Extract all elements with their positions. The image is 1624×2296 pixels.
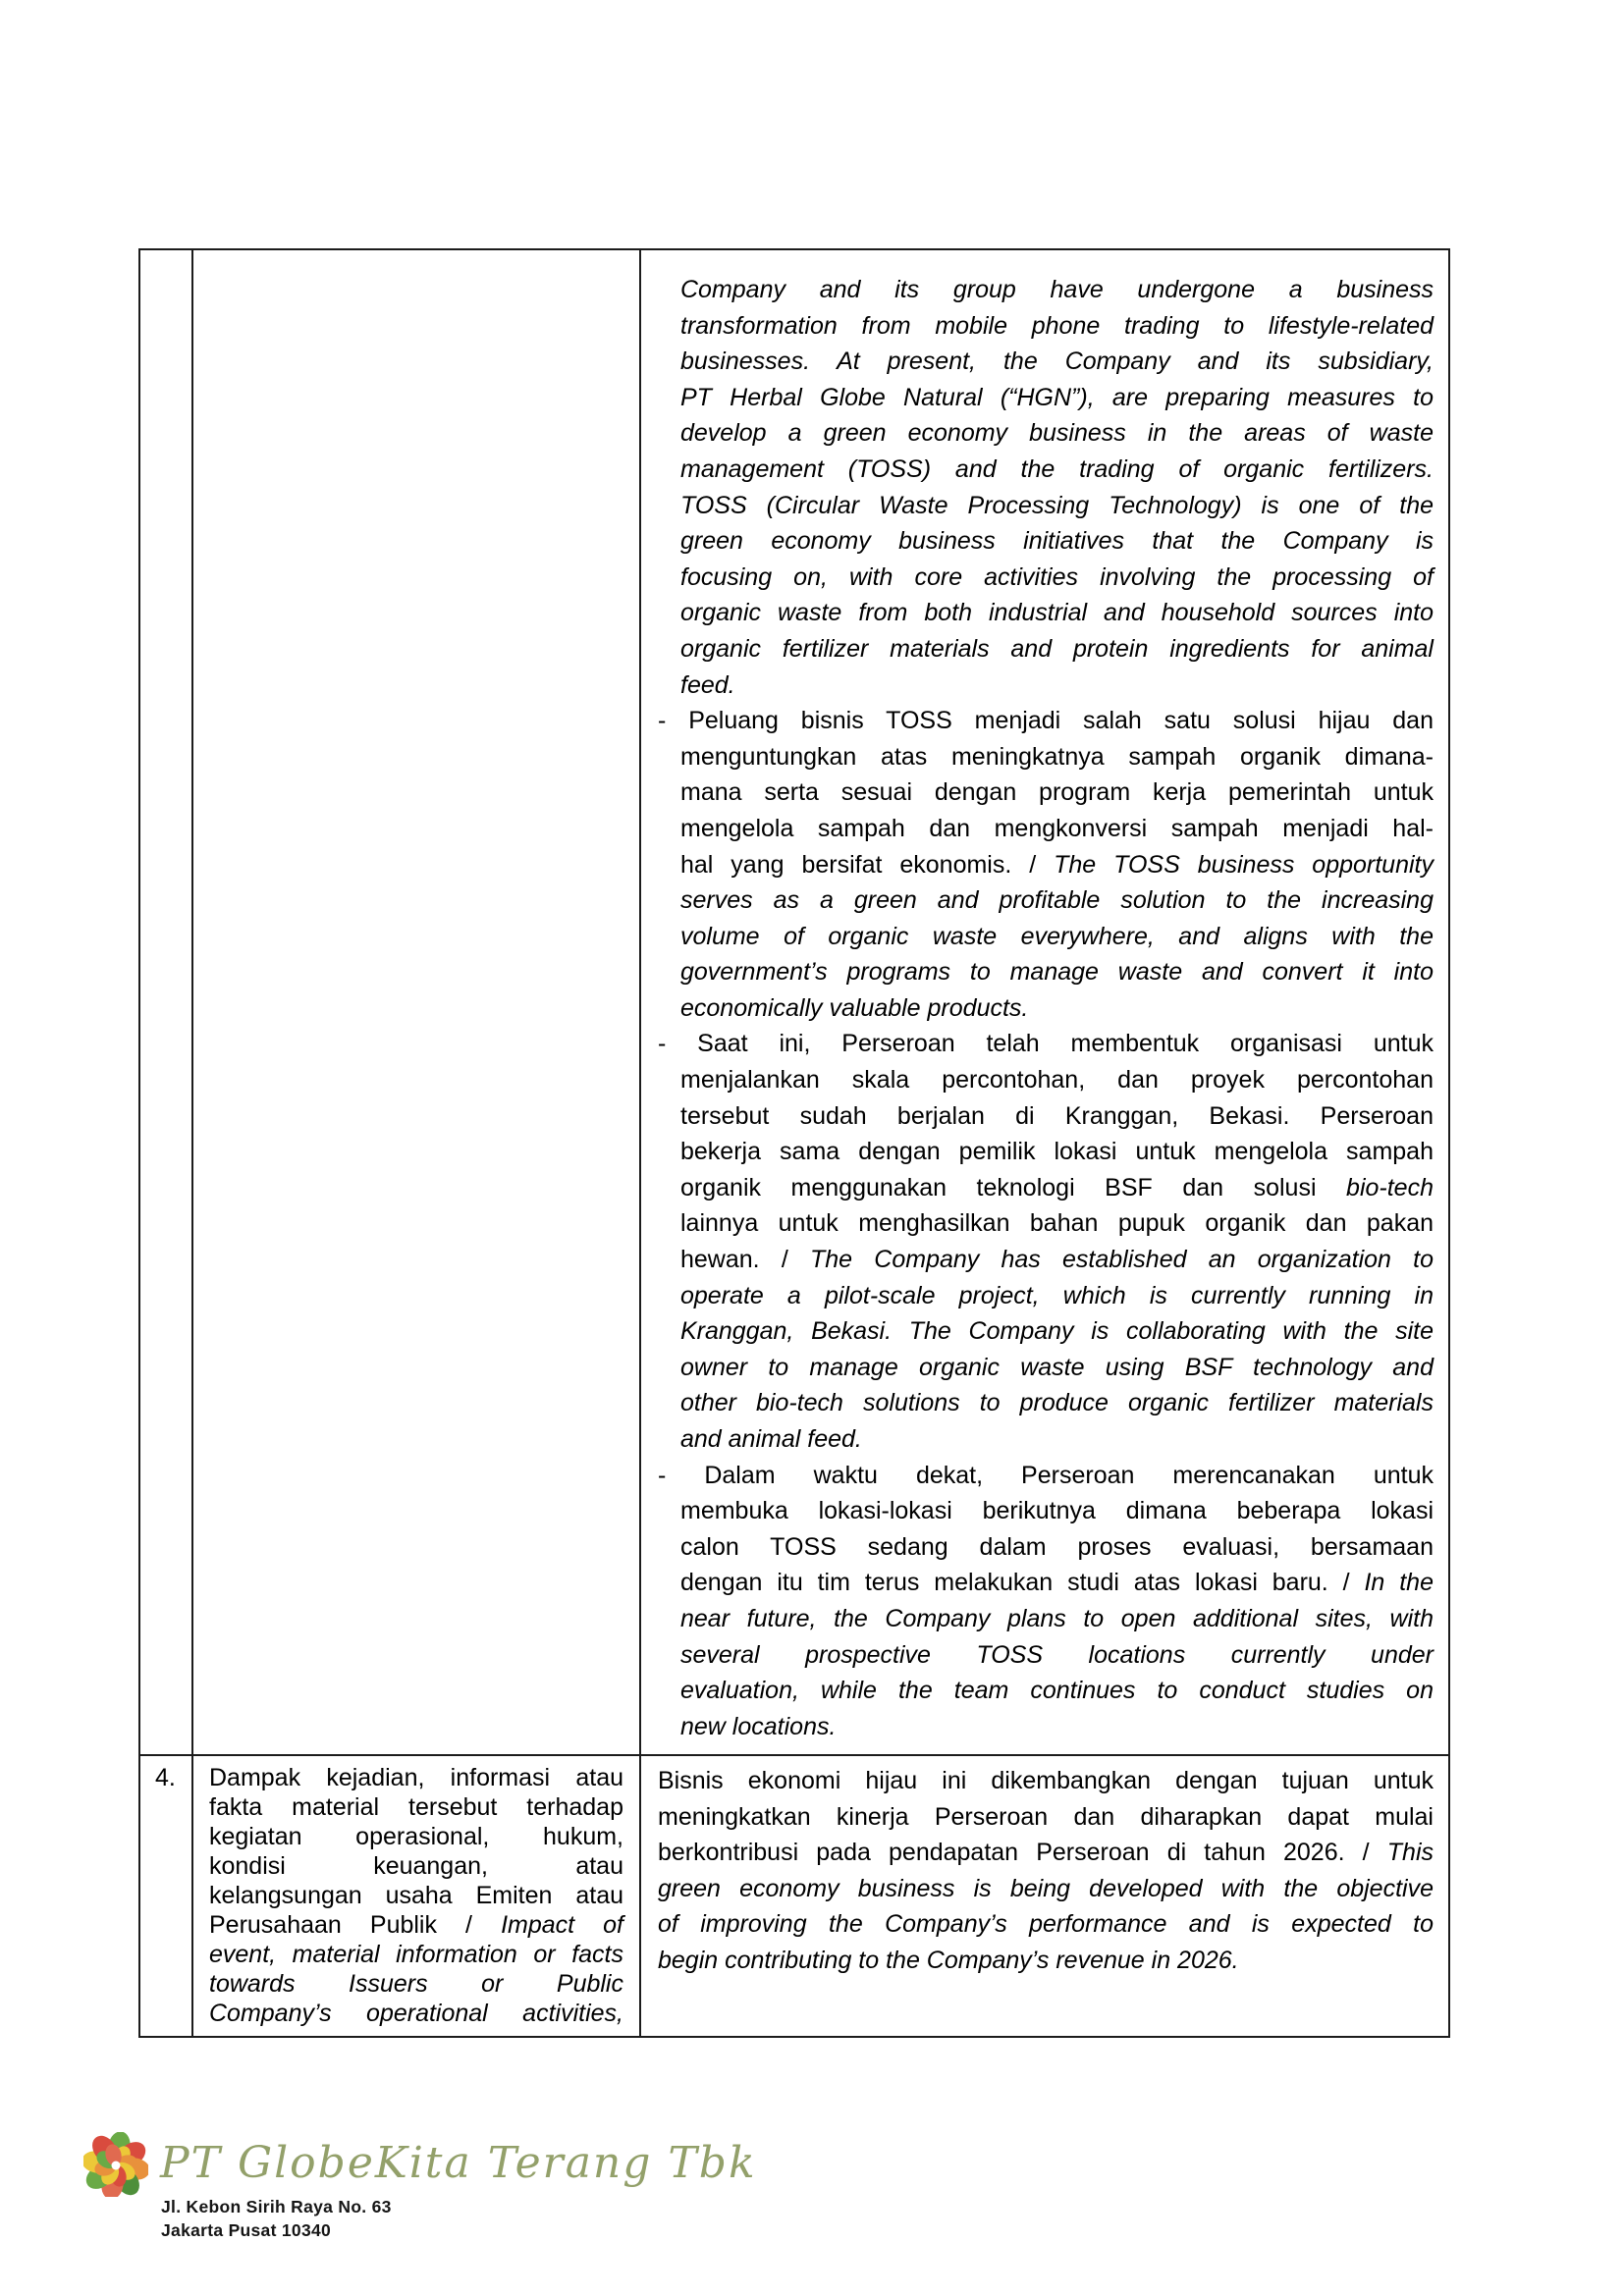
text-line: Perusahaan Publik / Impact of: [209, 1911, 623, 1939]
text-line: kelangsungan usaha Emiten atau: [209, 1882, 623, 1909]
text-line: berkontribusi pada pendapatan Perseroan di tahun 2026. / This: [658, 1839, 1434, 1867]
text-line: tersebut sudah berjalan di Kranggan, Bekasi. Perseroan: [680, 1101, 1434, 1130]
address-line-2: Jakarta Pusat 10340: [161, 2220, 332, 2240]
text-line: near future, the Company plans to open additional sites, with: [680, 1604, 1434, 1632]
text-line: green economy business initiatives that the Company is: [680, 527, 1434, 556]
text-line: volume of organic waste everywhere, and aligns with the: [680, 922, 1434, 950]
text-paragraph: [658, 1458, 1434, 1745]
text-line: kegiatan operasional, hukum,: [209, 1823, 623, 1850]
text-line: hewan. / The Company has established an organization to: [680, 1246, 1435, 1274]
text-line: dengan itu tim terus melakukan studi atas lokasi baru. / In the: [680, 1569, 1434, 1597]
text-line: menguntungkan atas meningkatnya sampah organik dimana-: [680, 742, 1434, 771]
cell-number-empty: [140, 250, 193, 1754]
text-paragraph: [658, 703, 1434, 1026]
text-line: menjalankan skala percontohan, dan proyek percontohan: [680, 1066, 1434, 1095]
text-line: Dampak kejadian, informasi atau: [209, 1764, 623, 1791]
text-line: - Peluang bisnis TOSS menjadi salah satu solusi hijau dan: [658, 707, 1434, 735]
text-paragraph: [658, 1026, 1434, 1457]
text-line: Company’s operational activities,: [209, 2000, 623, 2027]
text-line: calon TOSS sedang dalam proses evaluasi, bersamaan: [680, 1532, 1434, 1561]
text-paragraph: [658, 1763, 1434, 1979]
text-line: fakta material tersebut terhadap: [209, 1793, 623, 1821]
text-line: - Dalam waktu dekat, Perseroan merencanakan untuk: [658, 1461, 1434, 1489]
text-line: mengelola sampah dan mengkonversi sampah menjadi hal-: [680, 814, 1434, 842]
text-line: green economy business is being developed with the objective: [658, 1874, 1434, 1902]
row-number-text: 4.: [155, 1764, 176, 1791]
text-line: transformation from mobile phone trading to lifestyle-related: [680, 311, 1434, 340]
text-line: bekerja sama dengan pemilik lokasi untuk mengelola sampah: [680, 1138, 1434, 1166]
text-line: Company and its group have undergone a business: [680, 276, 1434, 303]
text-line: operate a pilot-scale project, which is currently running in: [680, 1281, 1434, 1309]
text-paragraph: [209, 1763, 623, 2028]
text-line: mana serta sesuai dengan program kerja pemerintah untuk: [680, 778, 1434, 807]
company-logo-flower-icon: [83, 2132, 148, 2197]
text-line: towards Issuers or Public: [209, 1970, 623, 1998]
cell-content-row3: [641, 250, 1448, 1754]
text-line: PT Herbal Globe Natural (“HGN”), are preparing measures to: [680, 383, 1434, 411]
disclosure-table: [138, 248, 1450, 2038]
text-line: organic waste from both industrial and household sources into: [680, 599, 1434, 627]
company-address: [161, 2195, 392, 2242]
text-line: owner to manage organic waste using BSF technology and: [680, 1353, 1434, 1381]
text-line: develop a green economy business in the areas of waste: [680, 419, 1434, 448]
address-line-1: Jl. Kebon Sirih Raya No. 63: [161, 2197, 392, 2216]
text-line: kondisi keuangan, atau: [209, 1852, 623, 1880]
text-line: focusing on, with core activities involving the processing of: [680, 562, 1434, 591]
cell-description-empty: [193, 250, 641, 1754]
cell-content-row4: [641, 1756, 1448, 2036]
table-row-continued: [140, 250, 1448, 1756]
text-line: - Saat ini, Perseroan telah membentuk organisasi untuk: [658, 1030, 1434, 1058]
text-line: other bio-tech solutions to produce organic fertilizer materials: [680, 1389, 1434, 1417]
text-line: event, material information or facts: [209, 1941, 623, 1968]
text-paragraph: [658, 272, 1434, 703]
text-line: new locations.: [680, 1712, 837, 1740]
text-line: evaluation, while the team continues to conduct studies on: [680, 1677, 1434, 1705]
table-row-4: [140, 1756, 1448, 2036]
text-line: several prospective TOSS locations currently under: [680, 1640, 1434, 1669]
text-line: economically valuable products.: [680, 993, 1029, 1022]
cell-number-row4: [140, 1756, 193, 2036]
text-line: serves as a green and profitable solution to the increasing: [680, 886, 1434, 915]
letterhead-footer: [0, 2120, 757, 2277]
text-line: membuka lokasi-lokasi berikutnya dimana beberapa lokasi: [680, 1497, 1434, 1525]
text-line: organic fertilizer materials and protein ingredients for animal: [680, 634, 1434, 663]
text-line: and animal feed.: [680, 1425, 862, 1453]
text-line: Kranggan, Bekasi. The Company is collaborating with the site: [680, 1317, 1434, 1346]
text-line: government’s programs to manage waste and convert it into: [680, 958, 1434, 987]
cell-description-row4: [193, 1756, 641, 2036]
company-name-script: PT GlobeKita Terang Tbk: [160, 2138, 757, 2188]
text-line: lainnya untuk menghasilkan bahan pupuk organik dan pakan: [680, 1209, 1434, 1238]
text-line: Bisnis ekonomi hijau ini dikembangkan dengan tujuan untuk: [658, 1767, 1434, 1794]
text-line: meningkatkan kinerja Perseroan dan diharapkan dapat mulai: [658, 1802, 1434, 1831]
text-line: begin contributing to the Company’s revenue in 2026.: [658, 1946, 1239, 1974]
text-line: TOSS (Circular Waste Processing Technology) is one of the: [680, 491, 1434, 519]
text-line: feed.: [680, 670, 735, 699]
text-line: management (TOSS) and the trading of organic fertilizers.: [680, 454, 1434, 483]
text-line: organik menggunakan teknologi BSF dan solusi bio-tech: [680, 1173, 1434, 1201]
text-line: hal yang bersifat ekonomis. / The TOSS business opportunity: [680, 850, 1434, 879]
text-line: businesses. At present, the Company and its subsidiary,: [680, 347, 1434, 376]
text-line: of improving the Company’s performance and is expected to: [658, 1910, 1434, 1939]
